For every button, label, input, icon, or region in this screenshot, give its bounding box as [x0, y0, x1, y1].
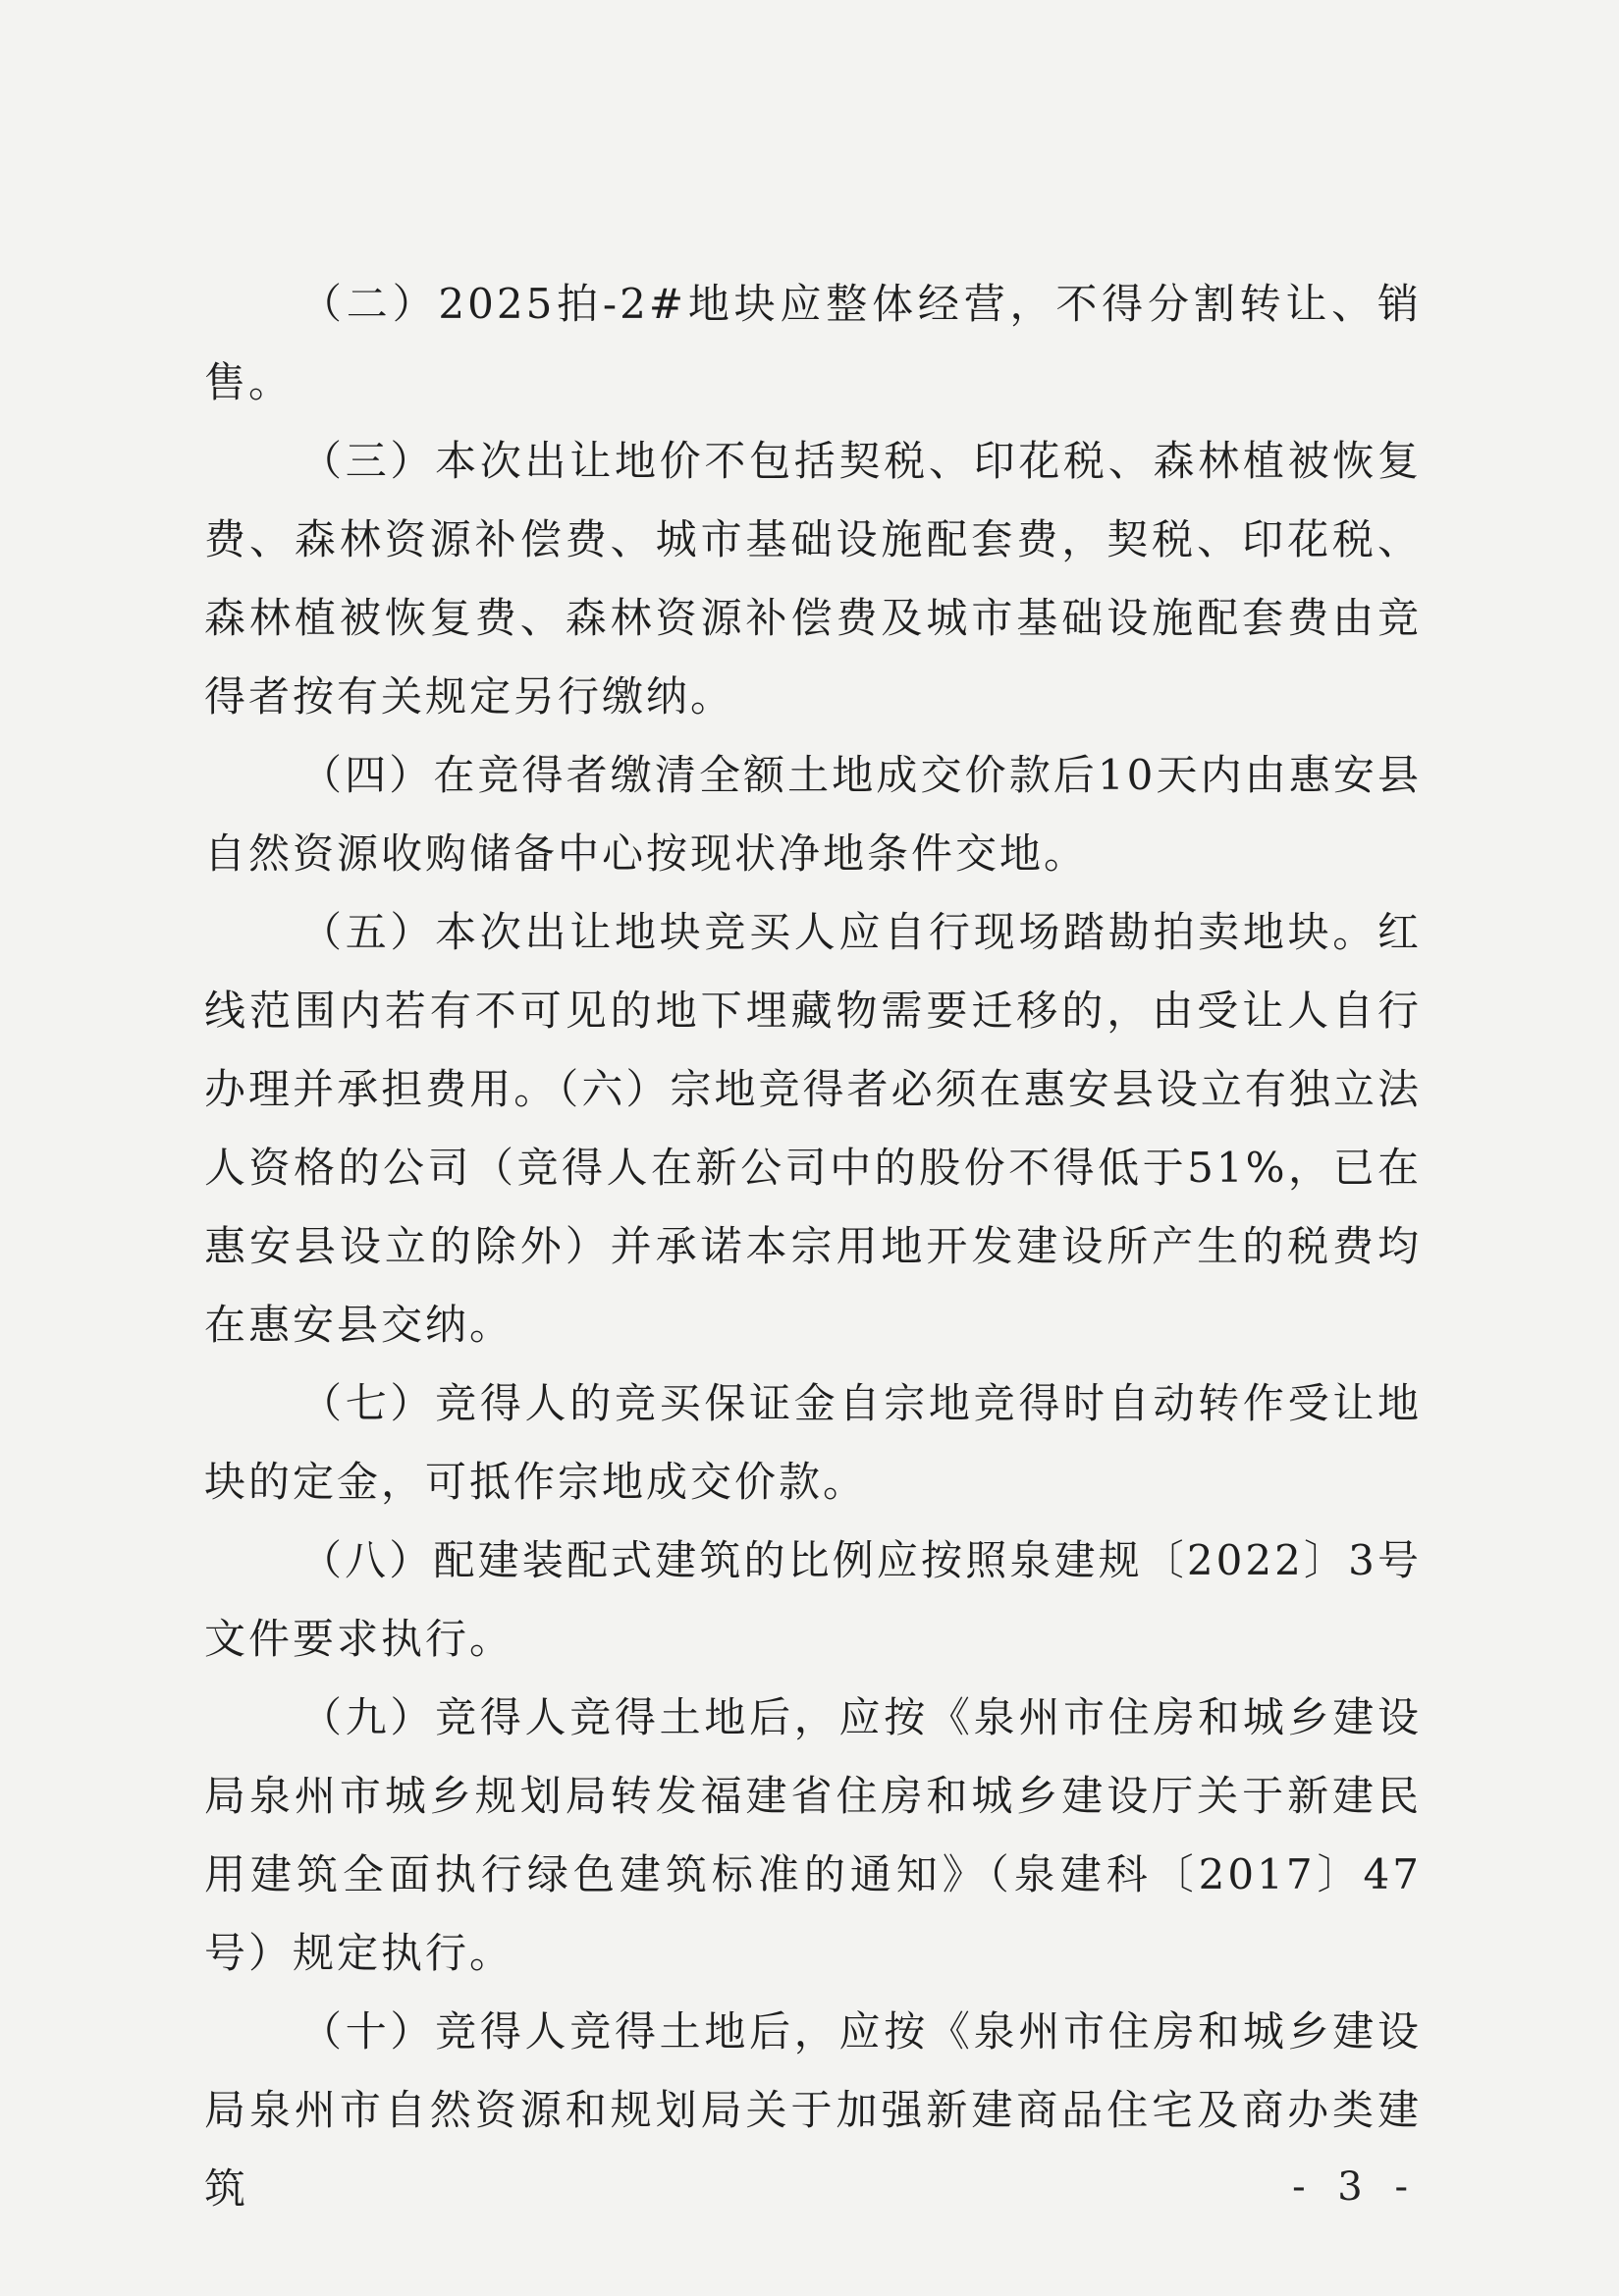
paragraph-3: （三）本次出让地价不包括契税、印花税、森林植被恢复费、森林资源补偿费、城市基础设施配套费，契税、印花税、森林植被恢复费、森林资源补偿费及城市基础设施配套费由竞得者按有关规定另行缴纳。	[204, 437, 1422, 721]
document-body	[204, 265, 1422, 2228]
paragraph-10: （十）竞得人竞得土地后，应按《泉州市住房和城乡建设局泉州市自然资源和规划局关于加强新建商品住宅及商办类建筑	[204, 2007, 1422, 2213]
paragraph-5-6: （五）本次出让地块竞买人应自行现场踏勘拍卖地块。红线范围内若有不可见的地下埋藏物需要迁移的，由受让人自行办理并承担费用。（六）宗地竞得者必须在惠安县设立有独立法人资格的公司（竞得人在新公司中的股份不得低于51%，已在惠安县设立的除外）并承诺本宗用地开发建设所产生的税费均在惠安县交纳。	[204, 908, 1422, 1349]
paragraph-8: （八）配建装配式建筑的比例应按照泉建规〔2022〕3号文件要求执行。	[204, 1536, 1422, 1663]
page-number: - 3 -	[1292, 2164, 1418, 2210]
paragraph-4: （四）在竞得者缴清全额土地成交价款后10天内由惠安县自然资源收购储备中心按现状净地条件交地。	[204, 751, 1422, 878]
paragraph-9: （九）竞得人竞得土地后，应按《泉州市住房和城乡建设局泉州市城乡规划局转发福建省住房和城乡建设厅关于新建民用建筑全面执行绿色建筑标准的通知》（泉建科〔2017〕47号）规定执行。	[204, 1693, 1422, 1977]
paragraph-7: （七）竞得人的竞买保证金自宗地竞得时自动转作受让地块的定金，可抵作宗地成交价款。	[204, 1379, 1422, 1506]
paragraph-2: （二）2025拍-2#地块应整体经营，不得分割转让、销售。	[204, 280, 1422, 406]
